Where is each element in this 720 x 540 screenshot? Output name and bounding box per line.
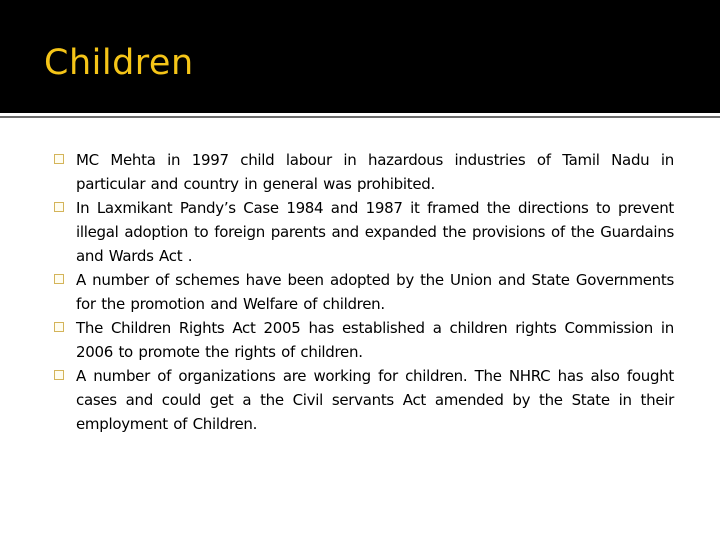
slide-title: Children <box>44 43 194 83</box>
bullet-text: A number of organizations are working for children. The NHRC has also fought cases and could get a the Civil servants Act amended by the State in their employment of Children. <box>76 367 674 433</box>
bullet-item <box>48 364 674 436</box>
bullet-text: In Laxmikant Pandy’s Case 1984 and 1987 it framed the directions to prevent illegal adoption to foreign parents and expanded the provisions of the Guardains and Wards Act . <box>76 199 674 265</box>
square-bullet-icon <box>54 274 64 284</box>
square-bullet-icon <box>54 202 64 212</box>
bullet-item <box>48 268 674 316</box>
bullet-text: MC Mehta in 1997 child labour in hazardous industries of Tamil Nadu in particular and country in general was prohibited. <box>76 151 674 193</box>
bullet-item <box>48 196 674 268</box>
square-bullet-icon <box>54 154 64 164</box>
bullet-item <box>48 148 674 196</box>
bullet-text: The Children Rights Act 2005 has established a children rights Commission in 2006 to promote the rights of children. <box>76 319 674 361</box>
title-bar <box>0 0 720 113</box>
title-divider <box>0 116 720 118</box>
square-bullet-icon <box>54 370 64 380</box>
bullet-item <box>48 316 674 364</box>
bullet-text: A number of schemes have been adopted by the Union and State Governments for the promotion and Welfare of children. <box>76 271 674 313</box>
bullet-list <box>48 148 674 436</box>
square-bullet-icon <box>54 322 64 332</box>
